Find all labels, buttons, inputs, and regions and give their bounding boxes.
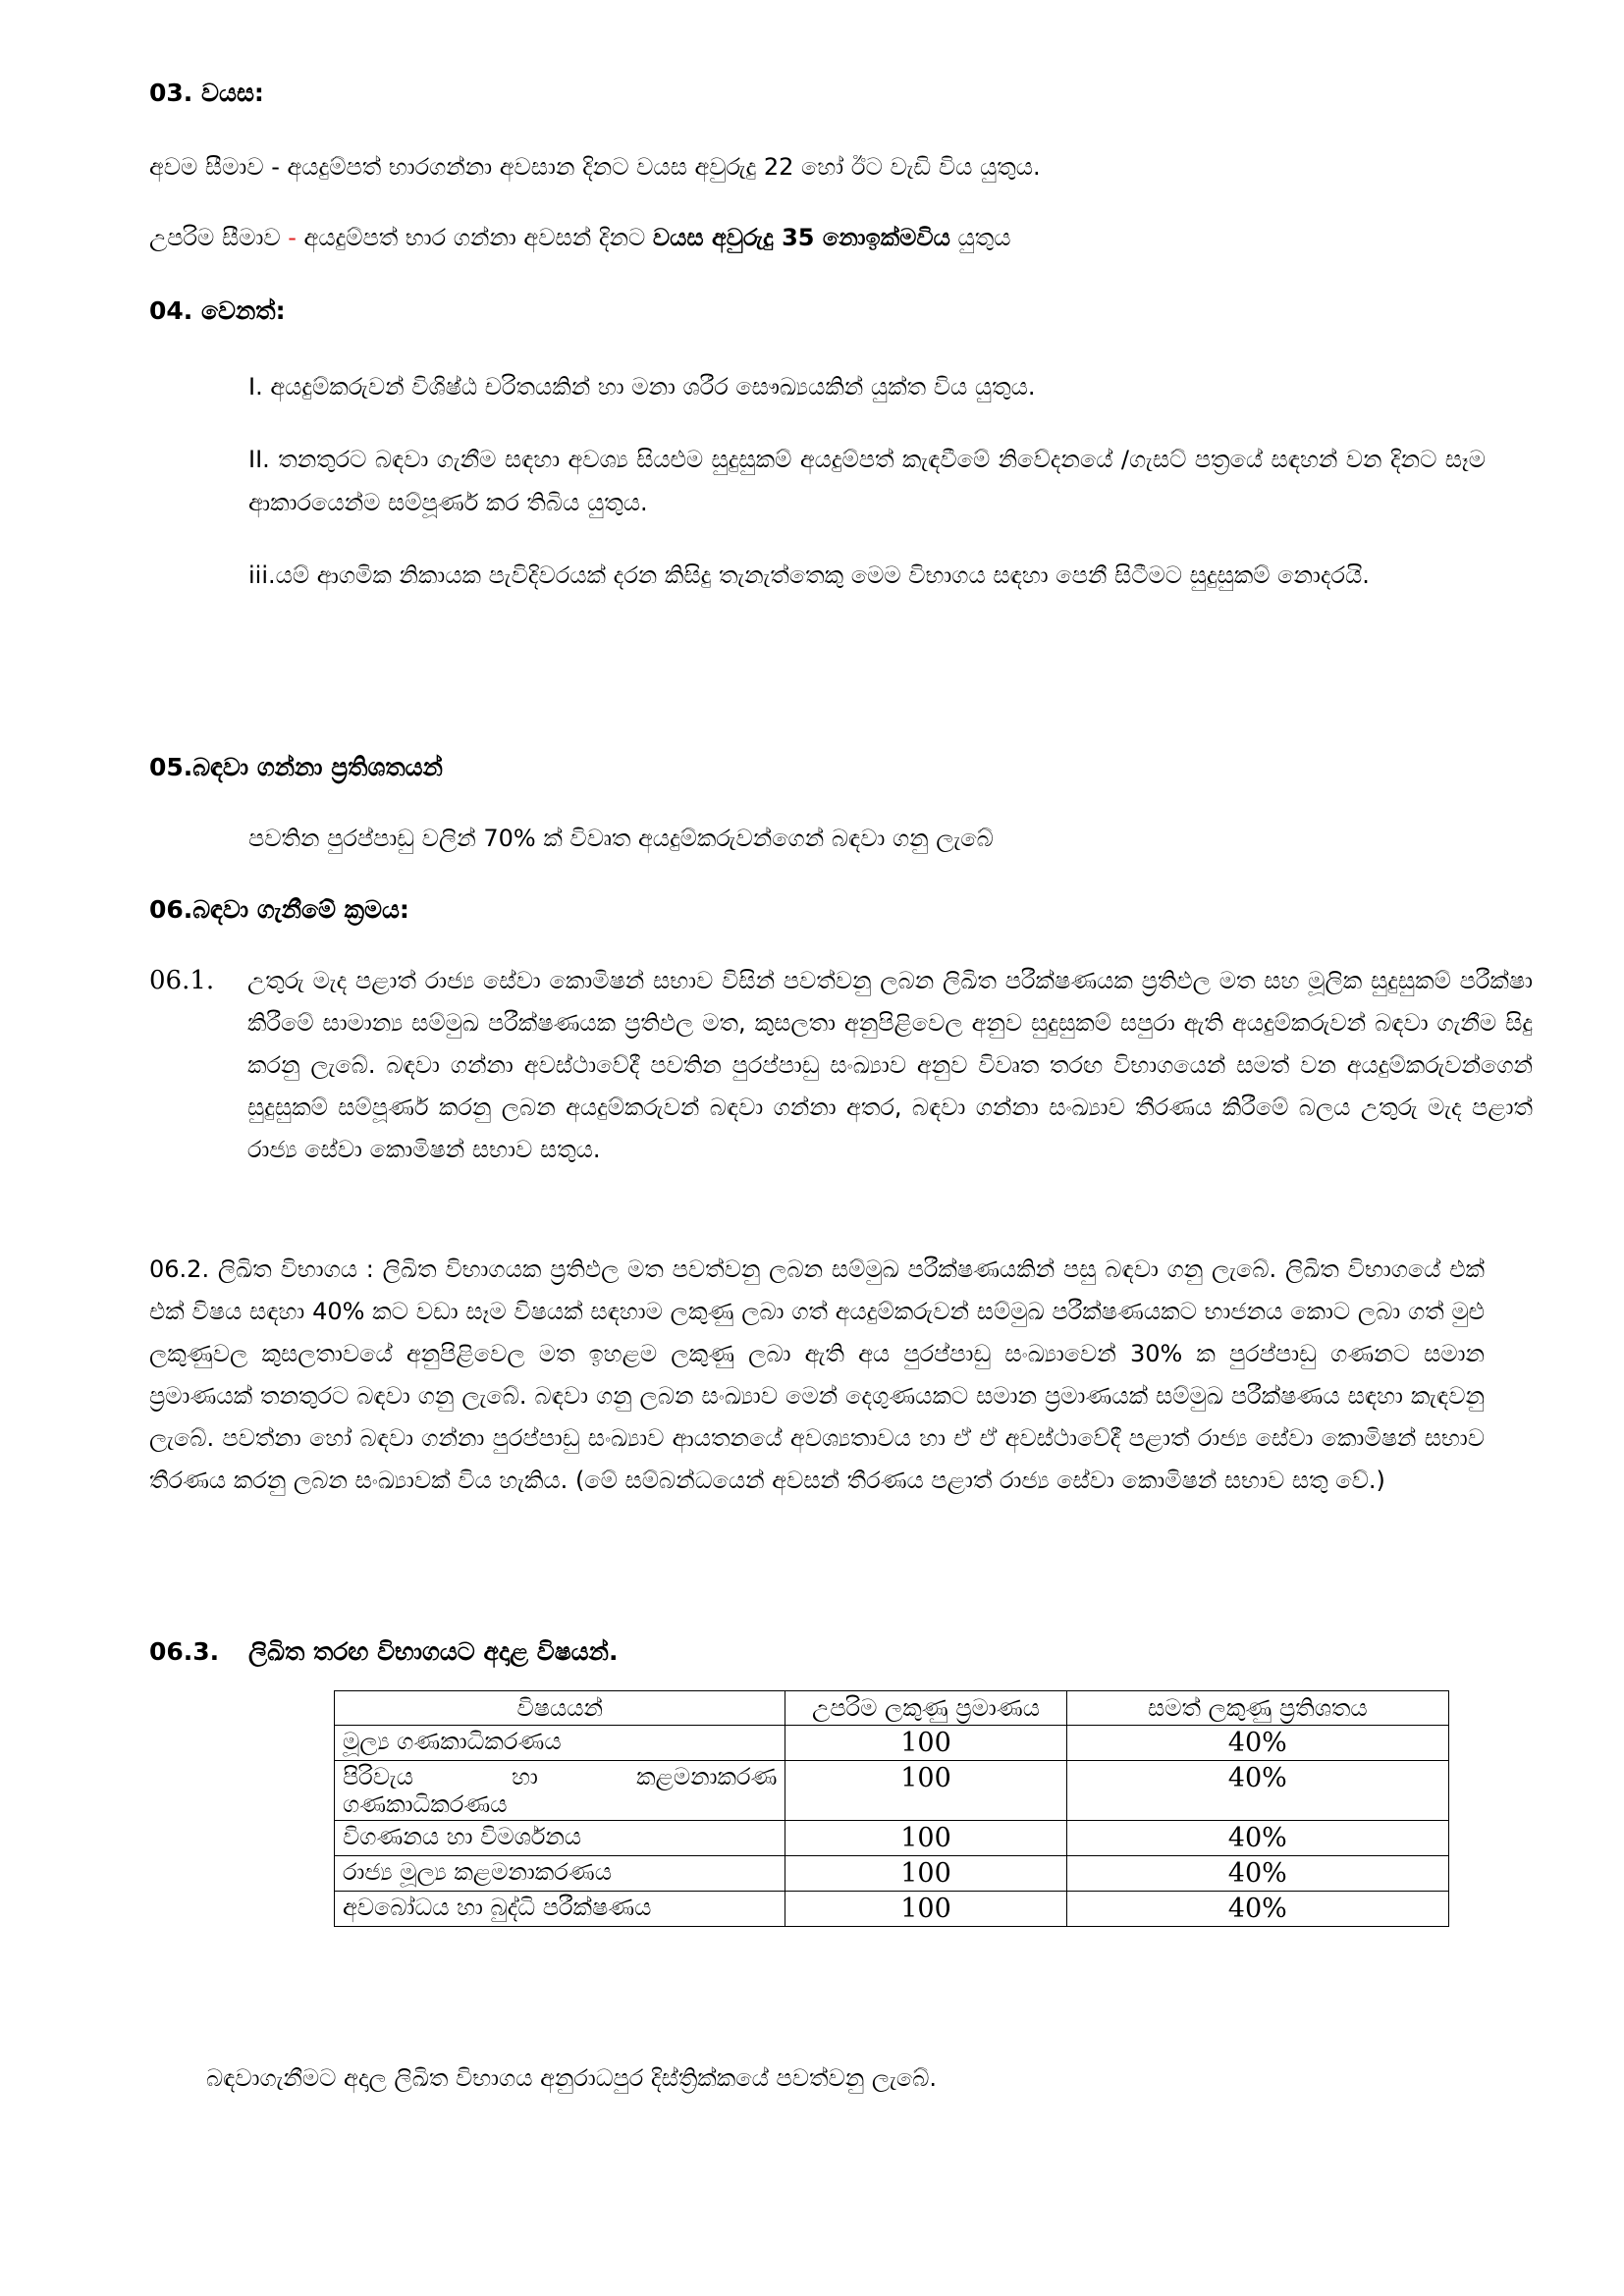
section-heading-age: 03. වයස: [149,79,264,107]
table-cell-max: 100 [785,1856,1066,1892]
table-cell-subject-line-2: ගණකාධිකරණය [343,1790,508,1818]
other-item-3: iii.යම් ආගමික නිකායක පැවිදිවරයක් දරන කිසිදු තැනැත්තෙකු මෙම විභාගය සඳහා පෙනී සිටීමට සුදුසුකම් නොදරයි. [248,561,1370,589]
table-cell-max: 100 [785,1821,1066,1856]
section-heading-percentage: 05.බඳවා ගන්නා ප්‍රතිශතයන් [149,753,443,781]
table-cell-pass: 40% [1066,1761,1448,1821]
table-cell-subject-word: පිරිවැය [343,1763,413,1790]
table-cell-subject-line-1 [343,1763,777,1790]
table-cell-subject: අවබෝධය හා බුද්ධි පරීක්ෂණය [335,1892,785,1927]
table-cell-pass: 40% [1066,1726,1448,1761]
method-para-3-title: ලිඛිත තරඟ විභාගයට අදාළ විෂයන්. [248,1637,619,1666]
age-max-prefix: උපරිම සීමාව [149,224,281,251]
table-row [335,1761,1449,1821]
table-cell-subject: මූල්‍ය ගණකාධිකරණය [335,1726,785,1761]
section-heading-other: 04. වෙනත්: [149,296,286,325]
method-para-1-number: 06.1. [149,966,215,995]
table-cell-pass: 40% [1066,1892,1448,1927]
method-para-1 [149,960,1533,1235]
table-header-pass-percentage: සමත් ලකුණු ප්‍රතිශතය [1066,1691,1448,1726]
age-max-dash: - [280,224,304,251]
table-cell-subject-word: හා [512,1763,538,1790]
table-row [335,1856,1449,1892]
table-cell-max: 100 [785,1761,1066,1821]
table-header-max-marks: උපරිම ලකුණු ප්‍රමාණය [785,1691,1066,1726]
table-header-row [335,1691,1449,1726]
table-cell-max: 100 [785,1892,1066,1927]
method-para-2: 06.2. ලිඛිත විභාගය : ලිඛිත විභාගයක ප්‍රතිඵල මත පවත්වනු ලබන සම්මුඛ පරීක්ෂණයකින් පසු බඳවා ගනු ලැබේ. ලිඛිත විභාගයේ එක් එක් විෂය සඳහා 40% කට වඩා සෑම විෂයක් සඳහාම ලකුණු ලබා ගත් අයදුම්කරුවන් සම්මුඛ පරීක්ෂණයකට භාජනය කොට ලබා ගත් මුළු ලකුණුවල කුසලතාවයේ අනුපිළිවෙල මත ඉහළම ලකුණු ලබා ඇති අය පුරප්පාඩු සංඛ්‍යාවෙන් 30% ක පුරප්පාඩු ගණනට සමාන ප්‍රමාණයක් තනතුරට බඳවා ගනු ලැබේ. බඳවා ගනු ලබන සංඛ්‍යාව මෙන් දෙගුණයකට සමාන ප්‍රමාණයක් සම්මුඛ පරීක්ෂණය සඳහා කැඳවනු ලැබේ. පවත්නා හෝ බඳවා ගන්නා පුරප්පාඩු සංඛ්‍යාව ආයතනයේ අවශ්‍යතාවය හා ඒ ඒ අවස්ථාවේදී පළාත් රාජ්‍ය සේවා කොමිෂන් සභාව තීරණය කරනු ලබන සංඛ්‍යාවක් විය හැකිය. (මේ සම්බන්ධයෙන් අවසන් තීරණය පළාත් රාජ්‍ය සේවා කොමිෂන් සභාව සතු වේ.) [149,1255,1485,1494]
table-cell-subject [335,1761,785,1821]
age-max-suffix: යුතුය [949,224,1011,251]
age-max-line [149,224,1011,251]
table-row [335,1821,1449,1856]
method-para-1-text: උතුරු මැද පළාත් රාජ්‍ය සේවා කොමිෂන් සභාව විසින් පවත්වනු ලබන ලිඛිත පරීක්ෂණයක ප්‍රතිඵල මත සහ මූලික සුදුසුකම් පරීක්ෂා කිරීමේ සාමාන්‍ය සම්මුඛ පරීක්ෂණයක ප්‍රතිඵල මත, කුසලතා අනුපිළිවෙල අනුව සුදුසුකම් සපුරා ඇති අයදුම්කරුවන් බඳවා ගැනීම සිදු කරනු ලැබේ. බඳවා ගන්නා අවස්ථාවේදී පවතින පුරප්පාඩු සංඛ්‍යාව අනුව විවෘත තරඟ විභාගයෙන් සමත් වන අයදුම්කරුවන්ගෙන් සුදුසුකම් සම්පූර්ණ කරනු ලබන අයදුම්කරුවන් බඳවා ගන්නා අතර, බඳවා ගන්නා සංඛ්‍යාව තීරණය කිරීමේ බලය උතුරු මැද පළාත් රාජ්‍ය සේවා කොමිෂන් සභාව සතුය. [247,967,1533,1163]
table-row [335,1726,1449,1761]
table-cell-subject-word: කළමනාකරණ [636,1763,778,1790]
table-cell-max: 100 [785,1726,1066,1761]
percentage-text: පවතින පුරප්පාඩු වලින් 70% ක් විවෘත අයදුම්කරුවන්ගෙන් බඳවා ගනු ලැබේ [248,825,994,852]
footer-note: බඳවාගැනීමට අදාල ලිඛිත විභාගය අනුරාධපුර දිස්ත්‍රික්කයේ පවත්වනු ලැබේ. [206,2064,938,2092]
section-heading-method: 06.බඳවා ගැනීමේ ක්‍රමය: [149,895,409,924]
table-cell-subject: රාජ්‍ය මූල්‍ය කළමනාකරණය [335,1856,785,1892]
other-item-2: II. තනතුරට බඳවා ගැනීම සඳහා අවශ්‍ය සියළුම සුදුසුකම් අයදුම්පත් කැඳවීමේ නිවේදනයේ /ගැසට් පත්‍රයේ සඳහන් වන දිනට සෑම ආකාරයෙන්ම සම්පූර්ණ කර තිබිය යුතුය. [248,446,1486,516]
table-cell-subject: විගණනය හා විමර්ශනය [335,1821,785,1856]
age-max-bold: වයස අවුරුදු 35 නොඉක්මවිය [652,224,950,251]
age-max-middle: අයදුම්පත් භාර ගන්නා අවසන් දිනට [303,224,653,251]
method-para-3-number: 06.3. [149,1637,220,1666]
age-min-line: අවම සීමාව - අයදුම්පත් භාරගන්නා අවසාන දිනට වයස අවුරුදු 22 හෝ ඊට වැඩි විය යුතුය. [149,153,1041,181]
table-cell-pass: 40% [1066,1821,1448,1856]
table-row [335,1892,1449,1927]
subjects-table [334,1690,1449,1927]
other-item-1: I. අයදුම්කරුවන් විශිෂ්ඨ චරිතයකින් හා මනා ශරීර සෞඛ්‍යයකින් යුක්ත විය යුතුය. [248,373,1036,400]
table-header-subject: විෂයයන් [335,1691,785,1726]
table-cell-pass: 40% [1066,1856,1448,1892]
